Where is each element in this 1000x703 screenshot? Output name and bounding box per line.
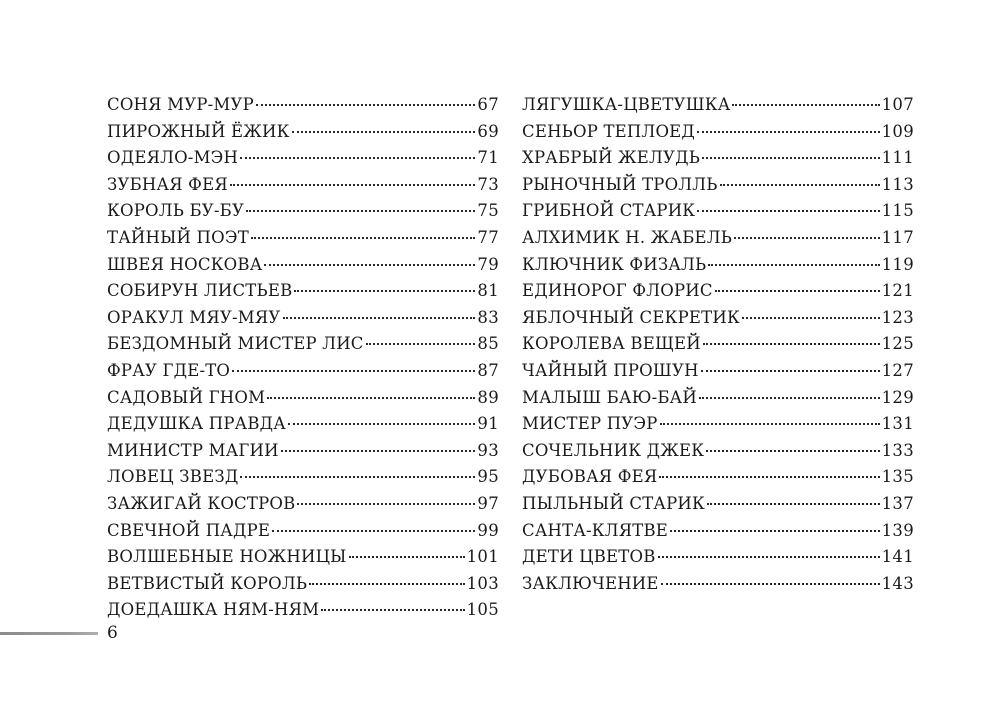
toc-entry[interactable] [522,464,914,491]
toc-entry-title: КОРОЛЬ БУ-БУ [107,201,245,221]
toc-entry-page: 133 [881,440,914,460]
toc-entry-title: ЕДИНОРОГ ФЛОРИС [522,281,713,301]
toc-entry-title: РЫНОЧНЫЙ ТРОЛЛЬ [522,174,718,194]
footer-rule [0,632,98,635]
toc-entry-title: МАЛЫШ БАЮ-БАЙ [522,387,697,407]
toc-entry-page: 137 [881,493,914,513]
toc-entry-page: 139 [881,520,914,540]
toc-dot-leader [720,183,880,186]
toc-dot-leader [701,369,880,372]
toc-entry-page: 123 [881,307,914,327]
toc-dot-leader [658,555,880,558]
toc-dot-leader [264,263,475,266]
toc-entry[interactable] [522,491,914,518]
toc-entry-page: 107 [881,95,914,114]
toc-dot-leader [230,183,476,186]
toc-entry-page: 93 [477,440,499,460]
toc-dot-leader [246,209,475,212]
toc-entry-title: КЛЮЧНИК ФИЗАЛЬ [522,254,707,274]
toc-entry-page: 83 [477,307,499,327]
toc-dot-leader [251,236,475,239]
toc-dot-leader [294,289,475,292]
toc-entry[interactable] [107,252,499,279]
toc-entry-title: ЛЯГУШКА-ЦВЕТУШКА [522,95,731,114]
toc-dot-leader [283,316,476,319]
toc-entry-page: 109 [881,121,914,141]
toc-entry-page: 89 [477,387,499,407]
toc-entry-title: МИСТЕР ПУЭР [522,414,658,434]
toc-entry[interactable] [522,92,914,119]
toc-dot-leader [659,475,879,478]
toc-dot-leader [321,608,464,611]
toc-entry[interactable] [522,172,914,199]
toc-entry-title: ЧАЙНЫЙ ПРОШУН [522,360,699,380]
toc-left-column [107,92,499,624]
toc-entry-title: ВЕТВИСТЫЙ КОРОЛЬ [107,573,308,593]
toc-entry-page: 87 [477,360,499,380]
toc-entry[interactable] [107,491,499,518]
toc-entry-title: САНТА-КЛЯТВЕ [522,520,669,540]
toc-dot-leader [267,396,475,399]
toc-entry-page: 69 [477,121,499,141]
toc-entry-page: 85 [477,334,499,354]
toc-entry-page: 105 [466,600,499,620]
toc-entry-title: ПИРОЖНЫЙ ЁЖИК [107,121,290,141]
toc-entry-page: 79 [477,254,499,274]
toc-entry[interactable] [522,119,914,146]
toc-dot-leader [256,103,475,106]
toc-entry-title: ТАЙНЫЙ ПОЭТ [107,227,249,247]
toc-entry-title: САДОВЫЙ ГНОМ [107,387,266,407]
toc-entry-title: ВОЛШЕБНЫЕ НОЖНИЦЫ [107,547,347,567]
toc-entry[interactable] [107,385,499,412]
toc-entry-page: 127 [881,360,914,380]
toc-entry-title: ФРАУ ГДЕ-ТО [107,360,231,380]
toc-entry[interactable] [522,145,914,172]
toc-dot-leader [703,342,880,345]
toc-dot-leader [670,529,880,532]
toc-dot-leader [297,502,475,505]
toc-dot-leader [272,529,475,532]
toc-dot-leader [707,502,880,505]
toc-entry[interactable] [107,518,499,545]
toc-entry-page: 67 [477,95,499,114]
toc-entry-title: АЛХИМИК Н. ЖАБЕЛЬ [522,227,733,247]
toc-entry-title: ДЕТИ ЦВЕТОВ [522,547,656,567]
toc-entry-title: ЯБЛОЧНЫЙ СЕКРЕТИК [522,307,740,327]
toc-entry-page: 141 [881,547,914,567]
toc-entry-title: КОРОЛЕВА ВЕЩЕЙ [522,334,701,354]
toc-entry-page: 77 [477,227,499,247]
toc-entry[interactable] [107,411,499,438]
toc-entry-title: ПЫЛЬНЫЙ СТАРИК [522,493,705,513]
toc-entry-title: ГРИБНОЙ СТАРИК [522,201,696,221]
toc-entry[interactable] [522,438,914,465]
toc-entry[interactable] [522,518,914,545]
toc-entry-title: СОЧЕЛЬНИК ДЖЕК [522,440,705,460]
toc-dot-leader [240,156,475,159]
toc-entry-title: ДЕДУШКА ПРАВДА [107,414,286,434]
toc-entry[interactable] [107,225,499,252]
toc-entry-title: ЗАКЛЮЧЕНИЕ [522,573,659,593]
toc-entry[interactable] [107,305,499,332]
toc-entry-page: 129 [881,387,914,407]
toc-entry-title: МИНИСТР МАГИИ [107,440,279,460]
toc-dot-leader [715,289,880,292]
toc-entry[interactable] [522,411,914,438]
toc-entry-page: 131 [881,414,914,434]
toc-dot-leader [697,209,879,212]
toc-entry[interactable] [522,278,914,305]
toc-entry[interactable] [522,252,914,279]
toc-entry-page: 117 [881,227,914,247]
toc-entry[interactable] [522,225,914,252]
toc-entry[interactable] [522,571,914,598]
toc-entry[interactable] [107,172,499,199]
toc-entry-title: ДОЕДАШКА НЯМ-НЯМ [107,600,320,620]
toc-entry[interactable] [107,597,499,624]
toc-entry-title: ЗУБНАЯ ФЕЯ [107,174,228,194]
toc-entry[interactable] [107,571,499,598]
toc-entry-title: ЗАЖИГАЙ КОСТРОВ [107,493,296,513]
toc-entry[interactable] [522,544,914,571]
toc-entry[interactable] [522,305,914,332]
toc-entry[interactable] [107,358,499,385]
toc-dot-leader [699,396,880,399]
toc-dot-leader [366,342,476,345]
toc-entry-title: ХРАБРЫЙ ЖЕЛУДЬ [522,148,701,168]
toc-entry-title: СОНЯ МУР-МУР [107,95,254,114]
toc-dot-leader [240,475,475,478]
toc-entry[interactable] [107,544,499,571]
toc-entry-title: ОРАКУЛ МЯУ-МЯУ [107,307,281,327]
toc-entry-title: ОДЕЯЛО-МЭН [107,148,239,168]
toc-entry-page: 111 [881,148,914,168]
toc-entry-page: 113 [881,174,914,194]
toc-dot-leader [732,103,879,106]
toc-entry[interactable] [522,198,914,225]
toc-entry-title: СЕНЬОР ТЕПЛОЕД [522,121,696,141]
toc-entry[interactable] [107,278,499,305]
toc-dot-leader [706,449,879,452]
toc-entry-page: 101 [466,547,499,567]
toc-entry[interactable] [107,119,499,146]
toc-entry-page: 71 [477,148,499,168]
toc-entry-page: 91 [477,414,499,434]
toc-entry-title: СОБИРУН ЛИСТЬЕВ [107,281,293,301]
toc-dot-leader [288,422,475,425]
toc-entry-title: ДУБОВАЯ ФЕЯ [522,467,658,487]
toc-dot-leader [349,555,465,558]
toc-entry-page: 125 [881,334,914,354]
toc-entry[interactable] [522,358,914,385]
toc-entry-page: 143 [881,573,914,593]
toc-dot-leader [697,130,880,133]
toc-entry[interactable] [107,438,499,465]
toc-entry[interactable] [107,92,499,119]
toc-dot-leader [232,369,475,372]
toc-entry[interactable] [107,331,499,358]
toc-entry[interactable] [107,145,499,172]
toc-entry-page: 115 [881,201,914,221]
toc-entry-page: 103 [466,573,499,593]
toc-entry-page: 135 [881,467,914,487]
toc-entry-page: 121 [881,281,914,301]
toc-entry-page: 75 [477,201,499,221]
toc-entry-title: БЕЗДОМНЫЙ МИСТЕР ЛИС [107,334,364,354]
toc-dot-leader [309,582,464,585]
toc-dot-leader [292,130,476,133]
toc-entry-page: 73 [477,174,499,194]
toc-entry-title: СВЕЧНОЙ ПАДРЕ [107,520,271,540]
toc-entry-page: 99 [477,520,499,540]
toc-dot-leader [708,263,879,266]
toc-right-column [522,92,914,597]
page-number: 6 [107,623,118,643]
toc-entry[interactable] [107,198,499,225]
toc-dot-leader [661,582,880,585]
toc-entry[interactable] [522,385,914,412]
toc-entry[interactable] [522,331,914,358]
toc-dot-leader [281,449,476,452]
toc-entry[interactable] [107,464,499,491]
toc-entry-page: 95 [477,467,499,487]
toc-dot-leader [734,236,880,239]
toc-dot-leader [742,316,880,319]
toc-entry-title: ШВЕЯ НОСКОВА [107,254,263,274]
toc-dot-leader [660,422,880,425]
toc-entry-page: 97 [477,493,499,513]
toc-entry-title: ЛОВЕЦ ЗВЕЗД [107,467,239,487]
toc-dot-leader [702,156,880,159]
toc-entry-page: 81 [477,281,499,301]
toc-entry-page: 119 [881,254,914,274]
